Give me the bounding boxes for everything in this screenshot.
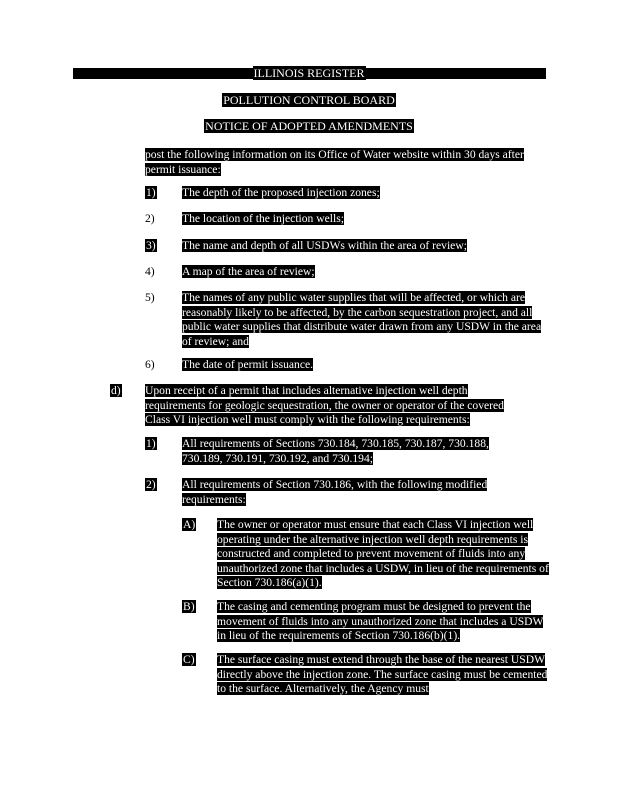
agency-name: POLLUTION CONTROL BOARD (223, 93, 395, 107)
section-label: d) (111, 384, 121, 397)
section-paragraph: Upon receipt of a permit that includes alternative injection well depth requirements for geologic sequestration, the owner or operator of the covered Class VI injection well must comply with the following requirements: (145, 384, 504, 427)
list-item: The date of permit issuance. (182, 358, 314, 371)
list-item-label: C) (183, 653, 195, 666)
list-item-label: 3) (146, 239, 156, 252)
list-item: All requirements of Sections 730.184, 730.185, 730.187, 730.188, 730.189, 730.191, 730.192, and 730.194; (182, 437, 489, 465)
list-item: A map of the area of review; (182, 265, 315, 278)
list-item: All requirements of Section 730.186, with the following modified requirements: (182, 478, 488, 506)
list-item: The surface casing must extend through the base of the nearest USDW directly above the injection zone. The surface casing must be cemented to the surface. Alternatively, the Agency must (217, 653, 548, 696)
list-item-label: 2) (145, 212, 155, 225)
register-title: ILLINOIS REGISTER (253, 66, 365, 80)
list-item-label: 1) (146, 186, 156, 199)
list-item-label: 1) (146, 437, 156, 450)
list-item: The owner or operator must ensure that each Class VI injection well operating under the alternative injection well depth requirements is constructed and completed to prevent movement of fluids into any unauthorized zone that includes a USDW, in lieu of the requirements of Section 730.186(a)(1). (217, 518, 549, 590)
list-item: The names of any public water supplies that will be affected, or which are reasonably likely to be affected, by the carbon sequestration project, and all public water supplies that distribute water drawn from any USDW in the area of review; and (182, 291, 542, 348)
list-item-label: 5) (145, 291, 155, 304)
list-item-label: 6) (145, 358, 155, 371)
list-item-label: 4) (145, 265, 155, 278)
list-item-label: 2) (146, 478, 156, 491)
intro-paragraph: post the following information on its Office of Water website within 30 days after permit issuance: (145, 148, 524, 176)
notice-title: NOTICE OF ADOPTED AMENDMENTS (205, 119, 413, 133)
list-item: The name and depth of all USDWs within the area of review; (182, 239, 467, 252)
list-item: The depth of the proposed injection zones; (182, 186, 380, 199)
list-item-label: B) (183, 600, 195, 613)
list-item-label: A) (183, 518, 196, 531)
list-item: The casing and cementing program must be designed to prevent the movement of fluids into any unauthorized zone that includes a USDW in lieu of the requirements of Section 730.186(b)(1). (217, 600, 544, 643)
list-item: The location of the injection wells; (182, 212, 344, 225)
